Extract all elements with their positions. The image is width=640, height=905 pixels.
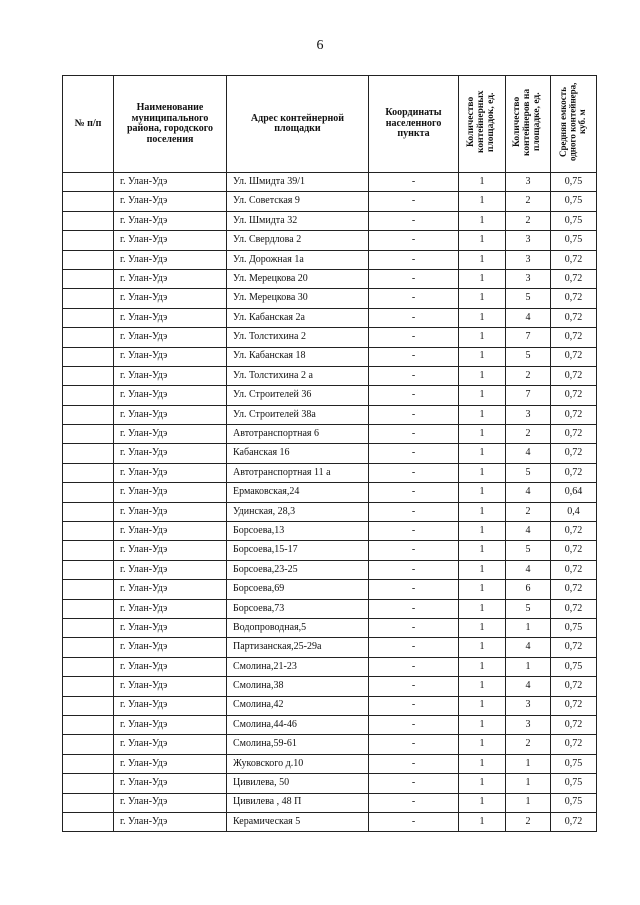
cell-address: Ул. Строителей 36: [227, 386, 369, 405]
table-row: [63, 308, 597, 327]
cell-avg-volume: 0,72: [551, 386, 597, 405]
cell-address: Ул. Кабанская 18: [227, 347, 369, 366]
cell-sites-count: 1: [459, 192, 506, 211]
cell-containers-count: 5: [506, 289, 551, 308]
table-row: [63, 522, 597, 541]
cell-municipality: г. Улан-Удэ: [114, 173, 227, 192]
table-row: [63, 560, 597, 579]
cell-address: Ул. Шмидта 32: [227, 211, 369, 230]
cell-num: [63, 580, 114, 599]
cell-sites-count: 1: [459, 696, 506, 715]
cell-sites-count: 1: [459, 463, 506, 482]
cell-address: Смолина,42: [227, 696, 369, 715]
cell-municipality: г. Улан-Удэ: [114, 192, 227, 211]
cell-num: [63, 541, 114, 560]
table-row: [63, 715, 597, 734]
header-municipality: Наименование муниципального района, городского поселения: [114, 76, 227, 173]
cell-coords: -: [369, 308, 459, 327]
cell-sites-count: 1: [459, 754, 506, 773]
cell-coords: -: [369, 522, 459, 541]
cell-sites-count: 1: [459, 618, 506, 637]
table-row: [63, 250, 597, 269]
cell-municipality: г. Улан-Удэ: [114, 541, 227, 560]
cell-address: Смолина,38: [227, 677, 369, 696]
cell-municipality: г. Улан-Удэ: [114, 580, 227, 599]
cell-address: Смолина,21-23: [227, 657, 369, 676]
table-row: [63, 618, 597, 637]
header-num: № п/п: [63, 76, 114, 173]
cell-coords: -: [369, 638, 459, 657]
cell-num: [63, 444, 114, 463]
cell-address: Ул. Мерецкова 30: [227, 289, 369, 308]
cell-sites-count: 1: [459, 405, 506, 424]
cell-num: [63, 483, 114, 502]
cell-avg-volume: 0,72: [551, 444, 597, 463]
cell-num: [63, 308, 114, 327]
cell-municipality: г. Улан-Удэ: [114, 599, 227, 618]
cell-sites-count: 1: [459, 502, 506, 521]
table-row: [63, 754, 597, 773]
cell-sites-count: 1: [459, 638, 506, 657]
cell-sites-count: 1: [459, 522, 506, 541]
cell-address: Ул. Свердлова 2: [227, 231, 369, 250]
cell-sites-count: 1: [459, 328, 506, 347]
cell-containers-count: 3: [506, 250, 551, 269]
table-row: [63, 173, 597, 192]
cell-address: Ул. Строителей 38а: [227, 405, 369, 424]
cell-avg-volume: 0,75: [551, 211, 597, 230]
cell-municipality: г. Улан-Удэ: [114, 502, 227, 521]
cell-coords: -: [369, 696, 459, 715]
cell-coords: -: [369, 735, 459, 754]
cell-address: Ул. Советская 9: [227, 192, 369, 211]
cell-containers-count: 1: [506, 618, 551, 637]
cell-containers-count: 1: [506, 657, 551, 676]
cell-address: Борсоева,13: [227, 522, 369, 541]
cell-municipality: г. Улан-Удэ: [114, 211, 227, 230]
cell-address: Водопроводная,5: [227, 618, 369, 637]
cell-sites-count: 1: [459, 231, 506, 250]
cell-municipality: г. Улан-Удэ: [114, 638, 227, 657]
cell-num: [63, 696, 114, 715]
cell-num: [63, 793, 114, 812]
cell-avg-volume: 0,72: [551, 405, 597, 424]
table-row: [63, 599, 597, 618]
table-row: [63, 696, 597, 715]
table-row: [63, 211, 597, 230]
cell-sites-count: 1: [459, 425, 506, 444]
cell-municipality: г. Улан-Удэ: [114, 657, 227, 676]
cell-address: Ул. Толстихина 2: [227, 328, 369, 347]
cell-containers-count: 2: [506, 502, 551, 521]
cell-coords: -: [369, 347, 459, 366]
cell-avg-volume: 0,72: [551, 308, 597, 327]
cell-num: [63, 347, 114, 366]
cell-municipality: г. Улан-Удэ: [114, 735, 227, 754]
cell-num: [63, 774, 114, 793]
cell-address: Ул. Шмидта 39/1: [227, 173, 369, 192]
cell-address: Ермаковская,24: [227, 483, 369, 502]
cell-containers-count: 1: [506, 754, 551, 773]
cell-containers-count: 4: [506, 560, 551, 579]
cell-avg-volume: 0,72: [551, 522, 597, 541]
cell-address: Смолина,59-61: [227, 735, 369, 754]
cell-num: [63, 405, 114, 424]
cell-avg-volume: 0,4: [551, 502, 597, 521]
cell-containers-count: 4: [506, 638, 551, 657]
cell-coords: -: [369, 618, 459, 637]
cell-containers-count: 5: [506, 541, 551, 560]
cell-municipality: г. Улан-Удэ: [114, 696, 227, 715]
container-sites-table: [62, 75, 597, 832]
cell-municipality: г. Улан-Удэ: [114, 618, 227, 637]
cell-avg-volume: 0,72: [551, 677, 597, 696]
cell-num: [63, 328, 114, 347]
cell-address: Кабанская 16: [227, 444, 369, 463]
cell-coords: -: [369, 657, 459, 676]
cell-avg-volume: 0,72: [551, 366, 597, 385]
cell-num: [63, 386, 114, 405]
cell-containers-count: 7: [506, 328, 551, 347]
cell-avg-volume: 0,72: [551, 715, 597, 734]
cell-containers-count: 6: [506, 580, 551, 599]
cell-containers-count: 3: [506, 405, 551, 424]
cell-sites-count: 1: [459, 580, 506, 599]
cell-containers-count: 3: [506, 269, 551, 288]
table-row: [63, 405, 597, 424]
cell-num: [63, 192, 114, 211]
table-row: [63, 638, 597, 657]
cell-containers-count: 4: [506, 677, 551, 696]
cell-num: [63, 715, 114, 734]
cell-municipality: г. Улан-Удэ: [114, 366, 227, 385]
cell-sites-count: 1: [459, 366, 506, 385]
table-row: [63, 366, 597, 385]
cell-containers-count: 4: [506, 308, 551, 327]
cell-containers-count: 4: [506, 522, 551, 541]
cell-containers-count: 7: [506, 386, 551, 405]
cell-num: [63, 269, 114, 288]
cell-municipality: г. Улан-Удэ: [114, 425, 227, 444]
cell-municipality: г. Улан-Удэ: [114, 774, 227, 793]
table-row: [63, 541, 597, 560]
cell-containers-count: 1: [506, 793, 551, 812]
cell-num: [63, 735, 114, 754]
cell-address: Смолина,44-46: [227, 715, 369, 734]
cell-sites-count: 1: [459, 774, 506, 793]
table-row: [63, 483, 597, 502]
cell-containers-count: 2: [506, 812, 551, 831]
cell-avg-volume: 0,75: [551, 657, 597, 676]
cell-coords: -: [369, 793, 459, 812]
cell-containers-count: 3: [506, 173, 551, 192]
cell-address: Керамическая 5: [227, 812, 369, 831]
table-body: [63, 173, 597, 832]
cell-sites-count: 1: [459, 250, 506, 269]
cell-address: Удинская, 28,3: [227, 502, 369, 521]
cell-num: [63, 657, 114, 676]
cell-address: Ул. Дорожная 1а: [227, 250, 369, 269]
cell-avg-volume: 0,72: [551, 560, 597, 579]
table-row: [63, 328, 597, 347]
cell-municipality: г. Улан-Удэ: [114, 483, 227, 502]
cell-address: Автотранспортная 11 а: [227, 463, 369, 482]
cell-address: Борсоева,69: [227, 580, 369, 599]
cell-address: Борсоева,23-25: [227, 560, 369, 579]
table-row: [63, 347, 597, 366]
cell-avg-volume: 0,75: [551, 774, 597, 793]
header-avg-volume-text: Средняя емкость одного контейнера, куб. м: [558, 83, 588, 162]
cell-municipality: г. Улан-Удэ: [114, 677, 227, 696]
cell-avg-volume: 0,75: [551, 793, 597, 812]
cell-coords: -: [369, 541, 459, 560]
cell-containers-count: 2: [506, 735, 551, 754]
header-sites-count: [459, 76, 506, 173]
cell-municipality: г. Улан-Удэ: [114, 522, 227, 541]
cell-avg-volume: 0,72: [551, 599, 597, 618]
header-row: [63, 76, 597, 173]
cell-sites-count: 1: [459, 483, 506, 502]
cell-avg-volume: 0,72: [551, 425, 597, 444]
cell-address: Ул. Толстихина 2 а: [227, 366, 369, 385]
cell-municipality: г. Улан-Удэ: [114, 444, 227, 463]
cell-coords: -: [369, 774, 459, 793]
cell-num: [63, 463, 114, 482]
cell-num: [63, 250, 114, 269]
cell-address: Автотранспортная 6: [227, 425, 369, 444]
table-row: [63, 793, 597, 812]
cell-coords: -: [369, 599, 459, 618]
cell-sites-count: 1: [459, 793, 506, 812]
table-row: [63, 657, 597, 676]
table-row: [63, 192, 597, 211]
cell-coords: -: [369, 231, 459, 250]
cell-coords: -: [369, 250, 459, 269]
cell-coords: -: [369, 754, 459, 773]
cell-municipality: г. Улан-Удэ: [114, 812, 227, 831]
cell-avg-volume: 0,75: [551, 754, 597, 773]
cell-containers-count: 3: [506, 715, 551, 734]
cell-avg-volume: 0,75: [551, 618, 597, 637]
cell-num: [63, 522, 114, 541]
cell-avg-volume: 0,72: [551, 463, 597, 482]
cell-containers-count: 1: [506, 774, 551, 793]
header-sites-count-text: Количество контейнерных площадок, ед.: [466, 90, 496, 154]
cell-coords: -: [369, 812, 459, 831]
cell-coords: -: [369, 444, 459, 463]
header-containers-count: [506, 76, 551, 173]
cell-sites-count: 1: [459, 657, 506, 676]
cell-avg-volume: 0,72: [551, 328, 597, 347]
cell-municipality: г. Улан-Удэ: [114, 560, 227, 579]
cell-coords: -: [369, 405, 459, 424]
cell-num: [63, 425, 114, 444]
cell-avg-volume: 0,72: [551, 696, 597, 715]
cell-sites-count: 1: [459, 289, 506, 308]
cell-avg-volume: 0,75: [551, 173, 597, 192]
cell-containers-count: 2: [506, 192, 551, 211]
cell-avg-volume: 0,72: [551, 347, 597, 366]
cell-municipality: г. Улан-Удэ: [114, 405, 227, 424]
cell-sites-count: 1: [459, 347, 506, 366]
cell-num: [63, 599, 114, 618]
cell-containers-count: 3: [506, 231, 551, 250]
cell-municipality: г. Улан-Удэ: [114, 289, 227, 308]
cell-avg-volume: 0,72: [551, 812, 597, 831]
table-row: [63, 580, 597, 599]
table-row: [63, 502, 597, 521]
cell-sites-count: 1: [459, 812, 506, 831]
cell-avg-volume: 0,72: [551, 250, 597, 269]
cell-avg-volume: 0,75: [551, 192, 597, 211]
table-row: [63, 812, 597, 831]
cell-num: [63, 211, 114, 230]
cell-num: [63, 289, 114, 308]
cell-municipality: г. Улан-Удэ: [114, 250, 227, 269]
table-row: [63, 677, 597, 696]
cell-address: Цивилева , 48 П: [227, 793, 369, 812]
cell-avg-volume: 0,75: [551, 231, 597, 250]
table-row: [63, 289, 597, 308]
cell-municipality: г. Улан-Удэ: [114, 328, 227, 347]
cell-coords: -: [369, 289, 459, 308]
cell-coords: -: [369, 192, 459, 211]
cell-address: Жуковского д.10: [227, 754, 369, 773]
cell-address: Ул. Мерецкова 20: [227, 269, 369, 288]
cell-avg-volume: 0,72: [551, 638, 597, 657]
cell-avg-volume: 0,64: [551, 483, 597, 502]
cell-sites-count: 1: [459, 735, 506, 754]
table-row: [63, 425, 597, 444]
cell-containers-count: 4: [506, 444, 551, 463]
cell-municipality: г. Улан-Удэ: [114, 386, 227, 405]
cell-municipality: г. Улан-Удэ: [114, 793, 227, 812]
cell-coords: -: [369, 386, 459, 405]
cell-sites-count: 1: [459, 308, 506, 327]
table-row: [63, 386, 597, 405]
cell-municipality: г. Улан-Удэ: [114, 308, 227, 327]
cell-containers-count: 4: [506, 483, 551, 502]
cell-sites-count: 1: [459, 715, 506, 734]
table-row: [63, 774, 597, 793]
cell-sites-count: 1: [459, 386, 506, 405]
cell-containers-count: 5: [506, 599, 551, 618]
cell-num: [63, 812, 114, 831]
cell-coords: -: [369, 366, 459, 385]
cell-num: [63, 618, 114, 637]
cell-containers-count: 5: [506, 463, 551, 482]
cell-municipality: г. Улан-Удэ: [114, 269, 227, 288]
page-number: 6: [316, 38, 324, 53]
cell-coords: -: [369, 580, 459, 599]
cell-coords: -: [369, 463, 459, 482]
cell-containers-count: 2: [506, 366, 551, 385]
cell-coords: -: [369, 425, 459, 444]
cell-municipality: г. Улан-Удэ: [114, 347, 227, 366]
cell-coords: -: [369, 483, 459, 502]
cell-address: Ул. Кабанская 2а: [227, 308, 369, 327]
cell-containers-count: 3: [506, 696, 551, 715]
header-coords: Координаты населенного пункта: [369, 76, 459, 173]
cell-municipality: г. Улан-Удэ: [114, 231, 227, 250]
cell-avg-volume: 0,72: [551, 269, 597, 288]
cell-avg-volume: 0,72: [551, 541, 597, 560]
cell-containers-count: 2: [506, 425, 551, 444]
cell-avg-volume: 0,72: [551, 289, 597, 308]
cell-sites-count: 1: [459, 677, 506, 696]
cell-coords: -: [369, 269, 459, 288]
cell-num: [63, 173, 114, 192]
cell-avg-volume: 0,72: [551, 735, 597, 754]
cell-address: Борсоева,15-17: [227, 541, 369, 560]
cell-containers-count: 2: [506, 211, 551, 230]
cell-coords: -: [369, 715, 459, 734]
cell-coords: -: [369, 211, 459, 230]
table-row: [63, 269, 597, 288]
cell-sites-count: 1: [459, 444, 506, 463]
cell-municipality: г. Улан-Удэ: [114, 715, 227, 734]
cell-num: [63, 560, 114, 579]
cell-coords: -: [369, 502, 459, 521]
cell-sites-count: 1: [459, 560, 506, 579]
cell-municipality: г. Улан-Удэ: [114, 754, 227, 773]
header-containers-count-text: Количество контейнеров на площадке, ед.: [512, 88, 542, 156]
cell-address: Цивилева, 50: [227, 774, 369, 793]
cell-num: [63, 638, 114, 657]
table-row: [63, 735, 597, 754]
cell-num: [63, 754, 114, 773]
cell-num: [63, 231, 114, 250]
table-row: [63, 231, 597, 250]
cell-coords: -: [369, 560, 459, 579]
cell-sites-count: 1: [459, 541, 506, 560]
cell-avg-volume: 0,72: [551, 580, 597, 599]
cell-coords: -: [369, 173, 459, 192]
cell-address: Партизанская,25-29а: [227, 638, 369, 657]
cell-municipality: г. Улан-Удэ: [114, 463, 227, 482]
table-row: [63, 444, 597, 463]
header-address: Адрес контейнерной площадки: [227, 76, 369, 173]
table-row: [63, 463, 597, 482]
cell-coords: -: [369, 328, 459, 347]
cell-coords: -: [369, 677, 459, 696]
cell-containers-count: 5: [506, 347, 551, 366]
cell-address: Борсоева,73: [227, 599, 369, 618]
header-avg-volume: [551, 76, 597, 173]
cell-sites-count: 1: [459, 173, 506, 192]
cell-sites-count: 1: [459, 599, 506, 618]
cell-num: [63, 677, 114, 696]
cell-sites-count: 1: [459, 269, 506, 288]
cell-sites-count: 1: [459, 211, 506, 230]
cell-num: [63, 366, 114, 385]
cell-num: [63, 502, 114, 521]
